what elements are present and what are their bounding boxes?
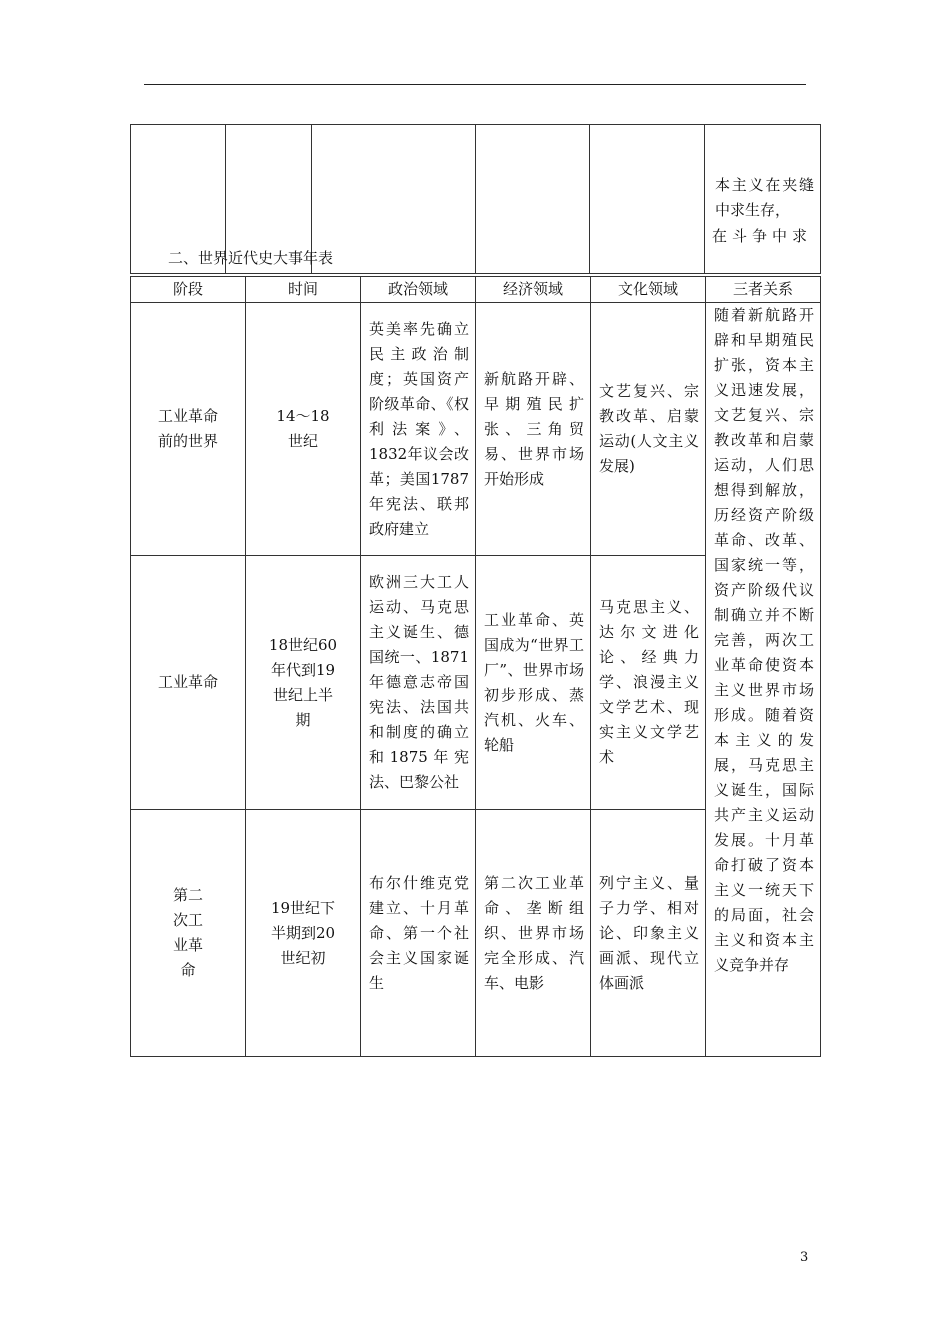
- overflow-text: 在斗争中求: [712, 227, 813, 245]
- politics-cell: 布尔什维克党建立、十月革命、第一个社会主义国家诞生: [361, 810, 476, 1057]
- chronology-table: [130, 276, 821, 1057]
- empty-cell: [590, 125, 705, 274]
- stage-cell: 第二次工业革命: [131, 810, 246, 1057]
- table-header-row: [131, 277, 821, 303]
- header-rule: [144, 84, 806, 85]
- header-relation: 三者关系: [706, 277, 821, 303]
- continued-relation-cell: 本主义在夹缝中求生存，: [705, 125, 821, 274]
- time-cell: 14～18世纪: [246, 303, 361, 556]
- stage-cell: 工业革命: [131, 556, 246, 810]
- time-cell: 18世纪60年代到19世纪上半期: [246, 556, 361, 810]
- header-culture: 文化领域: [591, 277, 706, 303]
- culture-cell: 文艺复兴、宗教改革、启蒙运动(人文主义发展): [591, 303, 706, 556]
- table-row: [131, 303, 821, 556]
- economy-cell: 第二次工业革命、垄断组织、世界市场完全形成、汽车、电影: [476, 810, 591, 1057]
- header-politics: 政治领域: [361, 277, 476, 303]
- page-number: 3: [800, 1250, 809, 1265]
- header-stage: 阶段: [131, 277, 246, 303]
- section-title: 二、世界近代史大事年表: [168, 249, 334, 267]
- culture-cell: 马克思主义、达尔文进化论、经典力学、浪漫主义文学艺术、现实主义文学艺术: [591, 556, 706, 810]
- economy-cell: 工业革命、英国成为“世界工厂”、世界市场初步形成、蒸汽机、火车、轮船: [476, 556, 591, 810]
- culture-cell: 列宁主义、量子力学、相对论、印象主义画派、现代立体画派: [591, 810, 706, 1057]
- time-cell: 19世纪下半期到20世纪初: [246, 810, 361, 1057]
- empty-cell: [476, 125, 590, 274]
- politics-cell: 欧洲三大工人运动、马克思主义诞生、德国统一、1871年德意志帝国宪法、法国共和制度的确立和1875年宪法、巴黎公社: [361, 556, 476, 810]
- header-economy: 经济领域: [476, 277, 591, 303]
- relation-cell: 随着新航路开辟和早期殖民扩张，资本主义迅速发展，文艺复兴、宗教改革和启蒙运动，人们思想得到解放，历经资产阶级革命、改革、国家统一等，资产阶级代议制确立并不断完善，两次工业革命使资本主义世界市场形成。随着资本主义的发展，马克思主义诞生，国际共产主义运动发展。十月革命打破了资本主义一统天下的局面，社会主义和资本主义竞争并存: [706, 303, 821, 1057]
- politics-cell: 英美率先确立民主政治制度；英国资产阶级革命、《权利法案》、1832年议会改革；美国1787年宪法、联邦政府建立: [361, 303, 476, 556]
- empty-cell: [312, 125, 476, 274]
- header-time: 时间: [246, 277, 361, 303]
- stage-cell: 工业革命前的世界: [131, 303, 246, 556]
- economy-cell: 新航路开辟、早期殖民扩张、三角贸易、世界市场开始形成: [476, 303, 591, 556]
